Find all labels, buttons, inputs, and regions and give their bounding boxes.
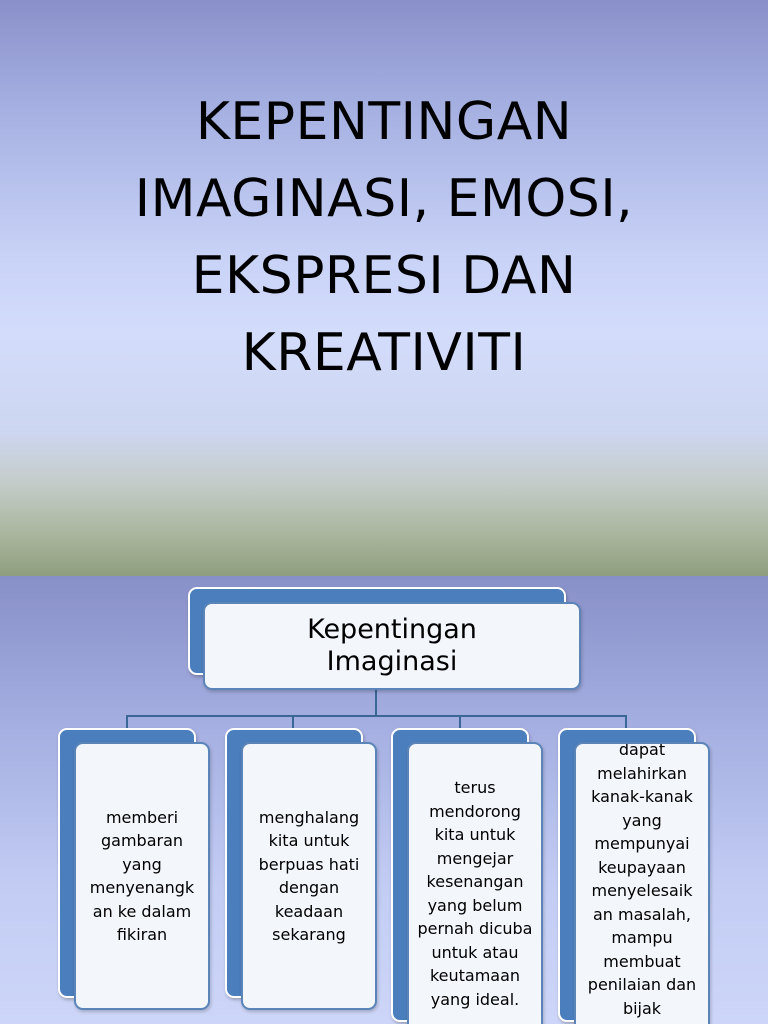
title-line-1: KEPENTINGAN <box>195 92 573 152</box>
title-line-2: IMAGINASI, EMOSI, <box>134 169 634 229</box>
child-node-3-label: terus mendorong kita untuk mengejar kesenangan yang belum pernah dicuba untuk atau keutamaan yang ideal. <box>417 778 533 1009</box>
child-node-1-label: memberi gambaran yang menyenangk an ke dalam fikiran <box>89 807 195 944</box>
child-node-2 <box>241 742 377 1010</box>
title-line-3: EKSPRESI DAN <box>191 246 577 306</box>
root-node-label: Kepentingan Imaginasi <box>307 614 477 677</box>
root-node <box>203 602 581 690</box>
connector-child-3 <box>459 715 461 729</box>
connector-horizontal <box>126 715 627 717</box>
child-node-4-label: dapat melahirkan kanak-kanak yang mempunyai keupayaan menyelesaik an masalah, mampu membuat penilaian dan bijak <box>587 742 697 1018</box>
child-node-1 <box>74 742 210 1010</box>
slide-title <box>60 84 708 392</box>
connector-root-down <box>375 688 377 716</box>
child-node-3 <box>407 742 543 1024</box>
connector-child-2 <box>292 715 294 729</box>
diagram-slide <box>0 576 768 1024</box>
connector-child-4 <box>625 715 627 729</box>
title-line-4: KREATIVITI <box>241 323 527 383</box>
connector-child-1 <box>126 715 128 729</box>
child-node-2-label: menghalang kita untuk berpuas hati dengan keadaan sekarang <box>258 807 360 944</box>
child-node-4 <box>574 742 710 1024</box>
